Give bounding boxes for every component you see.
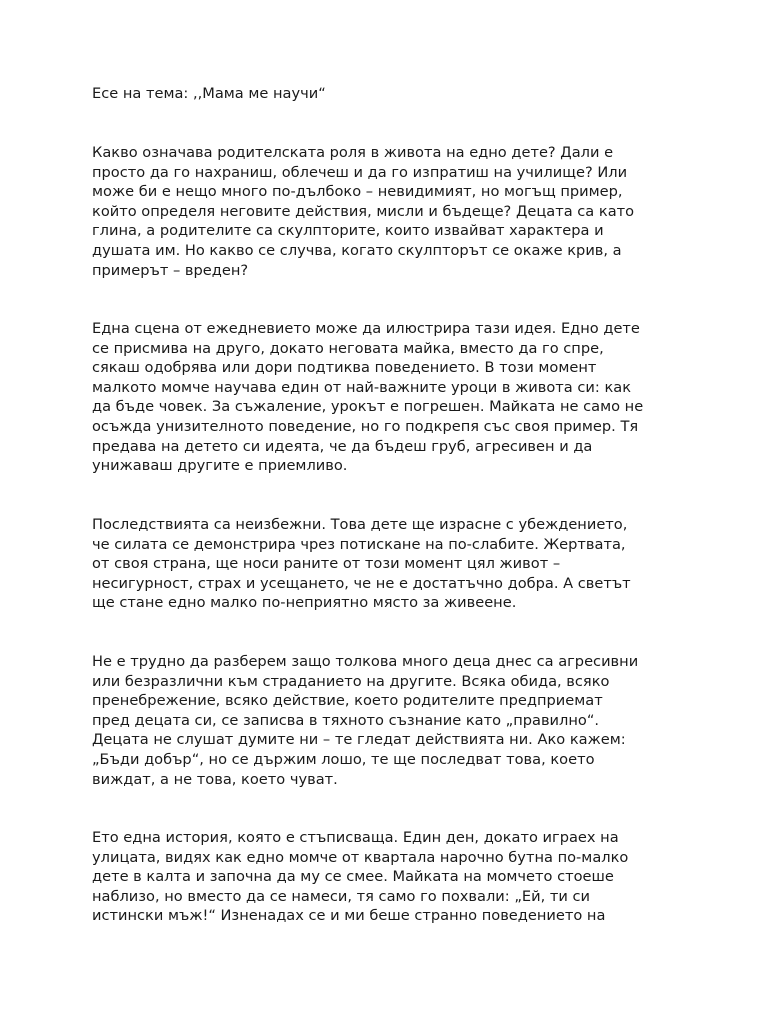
paragraph-line: дете в калта и започна да му се смее. Майката на момчето стоеше: [92, 868, 614, 886]
paragraph-line: който определя неговите действия, мисли и бъдеще? Децата са като: [92, 202, 635, 220]
essay-title: [92, 84, 692, 104]
paragraph-line: виждат, а не това, което чуват.: [92, 770, 338, 788]
paragraph-line: предава на детето си идеята, че да бъдеш груб, агресивен и да: [92, 437, 593, 455]
paragraph-line: Не е трудно да разберем защо толкова много деца днес са агресивни: [92, 653, 639, 670]
paragraph-line: Децата не слушат думите ни – те гледат действията ни. Ако кажем:: [92, 731, 626, 749]
paragraph-1: [92, 143, 692, 280]
paragraph-line: че силата се демонстрира чрез потискане на по-слабите. Жертвата,: [92, 535, 626, 553]
paragraph-line: ще стане едно малко по-неприятно място за живеене.: [92, 594, 517, 612]
paragraph-2: [92, 319, 692, 476]
paragraph-line: несигурност, страх и усещането, че не е достатъчно добра. А светът: [92, 574, 631, 592]
paragraph-line: или безразлични към страданието на другите. Всяка обида, всяко: [92, 672, 610, 690]
paragraph-line: сякаш одобрява или дори подтиква поведението. В този момент: [92, 359, 597, 377]
paragraph-5: [92, 828, 692, 926]
paragraph-line: Какво означава родителската роля в живота на едно дете? Дали е: [92, 144, 614, 161]
paragraph-line: пред децата си, се записва в тяхното съзнание като „правилно“.: [92, 711, 600, 729]
paragraph-line: глина, а родителите са скулпторите, които извайват характера и: [92, 222, 604, 240]
paragraph-line: Ето една история, която е стъписваща. Един ден, докато играех на: [92, 829, 619, 846]
paragraph-line: унижаваш другите е приемливо.: [92, 457, 348, 475]
paragraph-line: от своя страна, ще носи раните от този момент цял живот –: [92, 555, 561, 573]
paragraph-line: малкото момче научава един от най-важните уроци в живота си: как: [92, 378, 632, 396]
title-line: Есе на тема: ,,Мама ме научи“: [92, 85, 326, 102]
paragraph-line: се присмива на друго, докато неговата майка, вместо да го спре,: [92, 339, 604, 357]
paragraph-line: „Бъди добър“, но се държим лошо, те ще последват това, което: [92, 750, 595, 768]
paragraph-line: може би е нещо много по-дълбоко – невидимият, но могъщ пример,: [92, 183, 623, 201]
paragraph-line: просто да го нахраниш, облечеш и да го изпратиш на училище? Или: [92, 163, 628, 181]
paragraph-line: истински мъж!“ Изненадах се и ми беше странно поведението на: [92, 907, 606, 925]
paragraph-line: пренебрежение, всяко действие, което родителите предприемат: [92, 692, 603, 710]
paragraph-4: [92, 652, 692, 789]
paragraph-line: наблизо, но вместо да се намеси, тя само го похвали: „Ей, ти си: [92, 887, 591, 905]
paragraph-line: примерът – вреден?: [92, 261, 249, 279]
paragraph-line: Една сцена от ежедневието може да илюстрира тази идея. Едно дете: [92, 320, 640, 337]
paragraph-line: осъжда унизителното поведение, но го подкрепя със своя пример. Тя: [92, 417, 639, 435]
paragraph-3: [92, 515, 692, 613]
paragraph-line: Последствията са неизбежни. Това дете ще израсне с убеждението,: [92, 516, 628, 533]
paragraph-line: да бъде човек. За съжаление, урокът е погрешен. Майката не само не: [92, 398, 644, 416]
paragraph-line: улицата, видях как едно момче от квартала нарочно бутна по-малко: [92, 848, 629, 866]
paragraph-line: душата им. Но какво се случва, когато скулпторът се окаже крив, а: [92, 241, 622, 259]
